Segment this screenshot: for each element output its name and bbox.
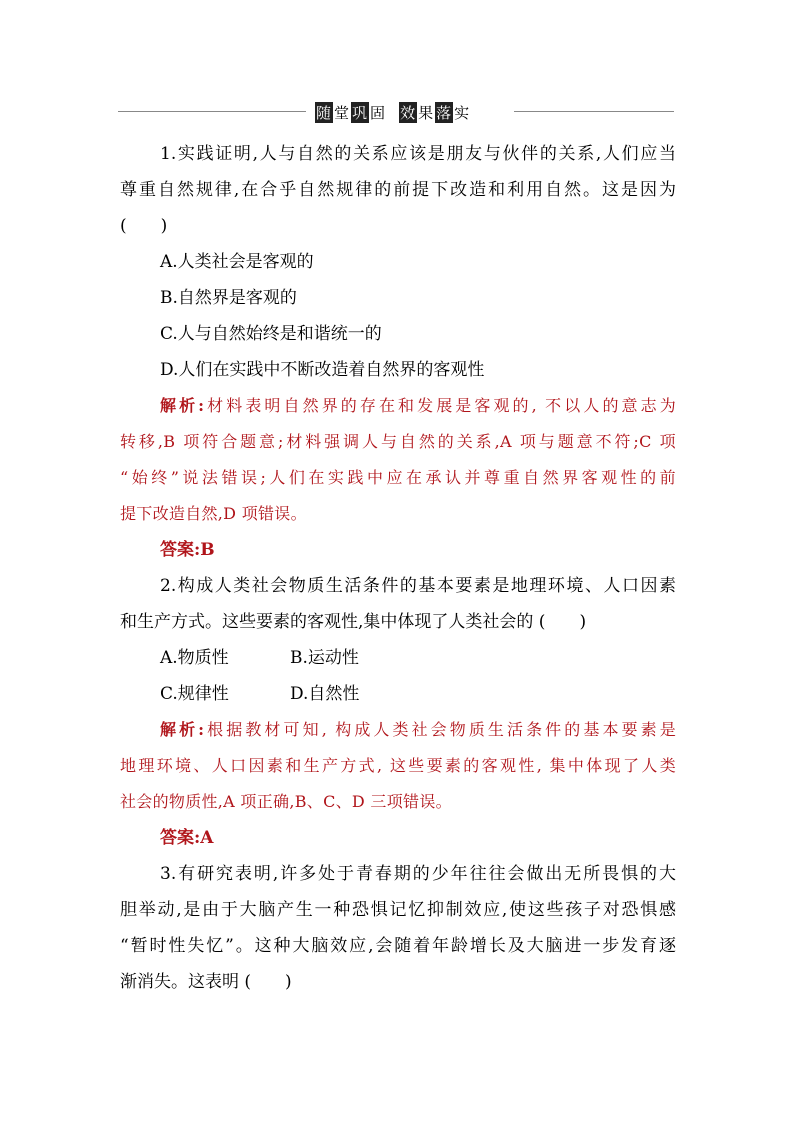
analysis-text: 根据教材可知, 构成人类社会物质生活条件的基本要素是 <box>204 720 676 739</box>
analysis-line <box>120 388 676 424</box>
answer-value: B <box>200 540 215 560</box>
option-b: B.自然界是客观的 <box>160 288 297 308</box>
answer-value: A <box>200 828 214 848</box>
question-stem-line: “暂时性失忆”。这种大脑效应,会随着年龄增长及大脑进一步发育逐 <box>120 936 676 956</box>
option-d: D.人们在实践中不断改造着自然界的客观性 <box>160 360 485 380</box>
title-char: 随 <box>316 103 333 122</box>
analysis-line: 提下改造自然,D 项错误。 <box>120 504 307 523</box>
option-row <box>120 640 676 676</box>
title-char: 巩 <box>352 103 369 122</box>
question-stem-line: 胆举动,是由于大脑产生一种恐惧记忆抑制效应,使这些孩子对恐惧感 <box>120 900 676 920</box>
question-stem-line: 渐消失。这表明 ( ) <box>120 972 292 992</box>
option-a: A.人类社会是客观的 <box>160 252 314 272</box>
question-stem-line: ( ) <box>120 216 168 236</box>
analysis-line: 地理环境、人口因素和生产方式, 这些要素的客观性, 集中体现了人类 <box>120 756 676 775</box>
title-char: 落 <box>436 103 453 122</box>
option-d: D.自然性 <box>290 684 360 704</box>
answer-label: 答案: <box>160 828 201 848</box>
title-char: 实 <box>454 103 471 122</box>
analysis-line <box>120 712 676 748</box>
analysis-line: 社会的物质性,A 项正确,B、C、D 三项错误。 <box>120 792 452 811</box>
analysis-label: 解析: <box>160 720 205 739</box>
title-char: 果 <box>418 103 435 122</box>
title-char: 堂 <box>334 103 351 122</box>
answer-label: 答案: <box>160 540 201 560</box>
option-c: C.人与自然始终是和谐统一的 <box>160 324 382 344</box>
question-stem-line: 2.构成人类社会物质生活条件的基本要素是地理环境、人口因素 <box>160 576 676 596</box>
question-stem-line: 3.有研究表明,许多处于青春期的少年往往会做出无所畏惧的大 <box>160 864 676 884</box>
question-stem-line: 尊重自然规律,在合乎自然规律的前提下改造和利用自然。这是因为 <box>120 180 676 200</box>
answer-line <box>120 820 676 856</box>
title-char: 固 <box>370 103 387 122</box>
option-c: C.规律性 <box>160 684 229 704</box>
document-body <box>120 136 676 1000</box>
question-stem-line: 1.实践证明,人与自然的关系应该是朋友与伙伴的关系,人们应当 <box>160 144 676 164</box>
option-a: A.物质性 <box>160 648 229 668</box>
option-b: B.运动性 <box>290 648 359 668</box>
analysis-label: 解析: <box>160 396 205 415</box>
question-3 <box>120 856 676 1000</box>
section-title <box>314 100 470 124</box>
question-2 <box>120 568 676 856</box>
analysis-text: 材料表明自然界的存在和发展是客观的, 不以人的意志为 <box>204 396 676 415</box>
analysis-line: 转移,B 项符合题意;材料强调人与自然的关系,A 项与题意不符;C 项 <box>120 432 676 451</box>
section-header <box>118 100 674 124</box>
answer-line <box>120 532 676 568</box>
question-stem-line: 和生产方式。这些要素的客观性,集中体现了人类社会的 ( ) <box>120 612 587 632</box>
option-row <box>120 676 676 712</box>
header-rule-left <box>118 111 306 112</box>
header-rule-right <box>514 111 674 112</box>
title-char: 效 <box>400 103 417 122</box>
question-1 <box>120 136 676 568</box>
analysis-line: “始终”说法错误;人们在实践中应在承认并尊重自然界客观性的前 <box>120 468 676 487</box>
